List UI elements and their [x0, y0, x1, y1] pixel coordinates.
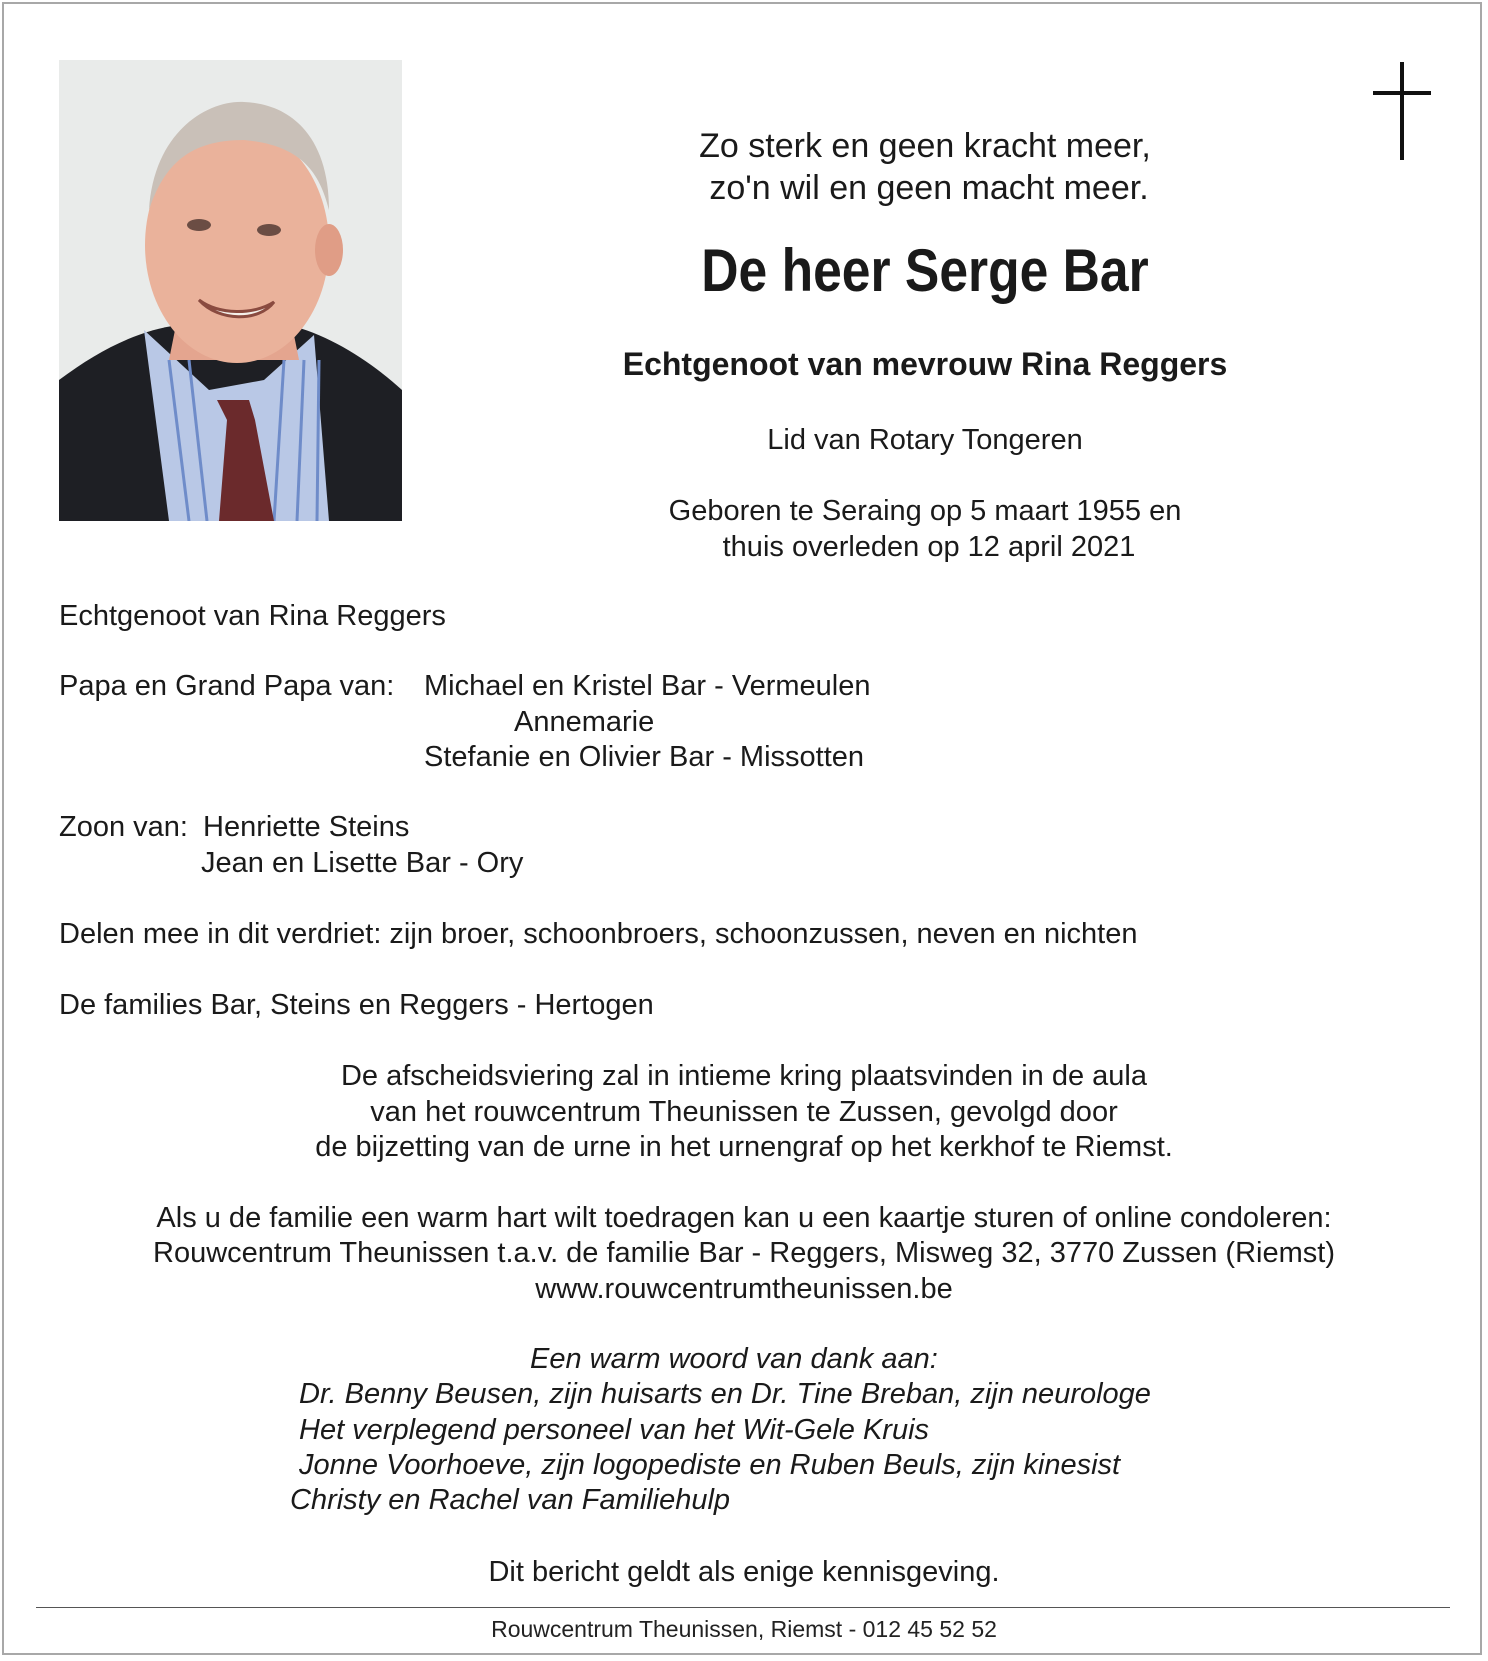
parent-name: Jean en Lisette Bar - Ory [201, 847, 524, 879]
life-dates [560, 493, 1290, 565]
parent-name: Henriette Steins [203, 811, 410, 843]
ceremony-line: de bijzetting van de urne in het urnengraf op het kerkhof te Riemst. [315, 1131, 1173, 1163]
poem-line: Zo sterk en geen kracht meer, [699, 127, 1151, 165]
child-name: Annemarie [514, 706, 655, 738]
thanks-line: Het verplegend personeel van het Wit-Gele Kruis [299, 1414, 930, 1446]
thanks-line: Dr. Benny Beusen, zijn huisarts en Dr. Tine Breban, zijn neurologe [299, 1378, 1151, 1410]
sharing-line: Delen mee in dit verdriet: zijn broer, schoonbroers, schoonzussen, neven en nichten [59, 918, 1138, 950]
spouse-line: Echtgenoot van Rina Reggers [59, 600, 446, 632]
membership: Lid van Rotary Tongeren [767, 424, 1083, 456]
child-name: Stefanie en Olivier Bar - Missotten [424, 741, 865, 773]
thanks-line: Christy en Rachel van Familiehulp [290, 1484, 731, 1516]
footer-funeral-home: Rouwcentrum Theunissen, Riemst - 012 45 52 52 [491, 1616, 997, 1642]
poem [560, 125, 1290, 209]
death-line: thuis overleden op 12 april 2021 [722, 531, 1136, 563]
children-label: Papa en Grand Papa van: [59, 670, 395, 702]
parents-label: Zoon van: [59, 811, 188, 843]
ceremony-line: De afscheidsviering zal in intieme kring plaatsvinden in de aula [340, 1060, 1147, 1092]
deceased-name: De heer Serge Bar [701, 237, 1149, 304]
condolence-line: Als u de familie een warm hart wilt toedragen kan u een kaartje sturen of online condoleren: [156, 1202, 1332, 1234]
poem-line: zo'n wil en geen macht meer. [709, 169, 1149, 207]
condolence-website[interactable]: www.rouwcentrumtheunissen.be [535, 1273, 953, 1305]
child-name: Michael en Kristel Bar - Vermeulen [424, 670, 871, 702]
thanks-heading: Een warm woord van dank aan: [530, 1343, 938, 1375]
portrait-photo [59, 60, 402, 521]
ceremony-line: van het rouwcentrum Theunissen te Zussen, gevolgd door [370, 1096, 1118, 1128]
notice: Dit bericht geldt als enige kennisgeving. [488, 1556, 1000, 1588]
cross-icon [1373, 62, 1431, 160]
condolence-address: Rouwcentrum Theunissen t.a.v. de familie Bar - Reggers, Misweg 32, 3770 Zussen (Riemst) [153, 1237, 1335, 1269]
spouse-heading: Echtgenoot van mevrouw Rina Reggers [622, 346, 1228, 382]
thanks-line: Jonne Voorhoeve, zijn logopediste en Ruben Beuls, zijn kinesist [299, 1449, 1121, 1481]
footer-divider [36, 1607, 1450, 1608]
birth-line: Geboren te Seraing op 5 maart 1955 en [668, 495, 1182, 527]
families-line: De families Bar, Steins en Reggers - Hertogen [59, 989, 654, 1021]
